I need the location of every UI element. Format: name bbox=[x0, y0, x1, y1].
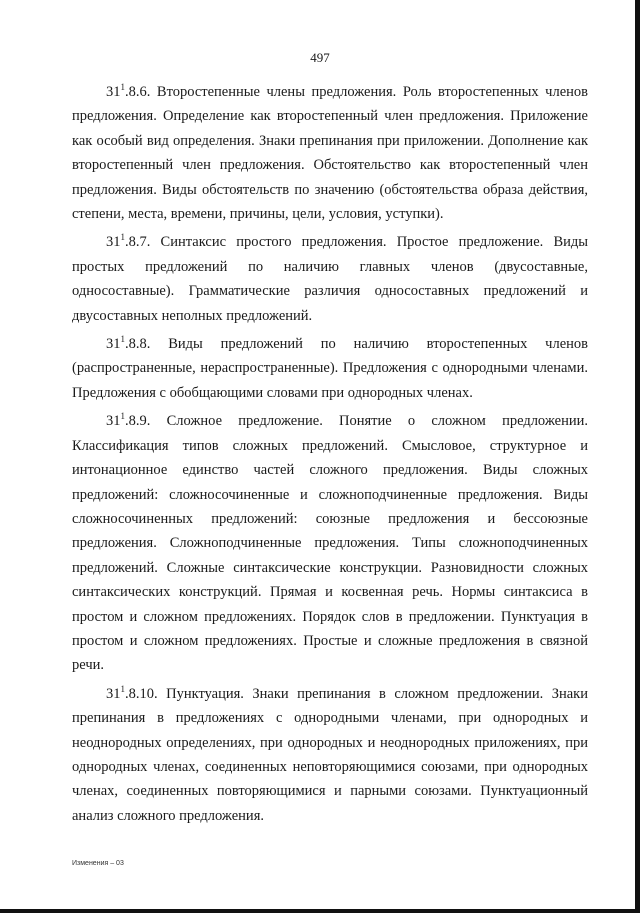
section-number: $31^1.8.9$. bbox=[106, 411, 151, 430]
section-number: $31^1.8.8$. bbox=[106, 334, 151, 353]
paragraph-text: Виды предложений по наличию второстепенных членов (распространенные, нераспространенные). Предложения с однородными членами. Предложения с обобщающими словами при однородных членах. bbox=[72, 336, 588, 401]
section-number: $31^1.8.10$. bbox=[106, 683, 158, 702]
footer-revision: Изменения – 03 bbox=[72, 860, 124, 867]
scan-edge-bottom bbox=[0, 909, 640, 913]
page-number: 497 bbox=[310, 50, 330, 65]
paragraph-31-8-8 bbox=[72, 332, 588, 405]
paragraph-31-8-6 bbox=[72, 80, 588, 226]
paragraph-text: Сложное предложение. Понятие о сложном предложении. Классификация типов сложных предложений. Смысловое, структурное и интонационное единство частей сложного предложения. Виды сложных предложений: сложносочиненные и сложноподчиненные предложения. Виды сложносочиненных предложений: союзные предложения и бессоюзные предложения. Сложноподчиненные предложения. Типы сложноподчиненных предложений. Сложные синтаксические конструкции. Разновидности сложных синтаксических конструкций. Прямая и косвенная речь. Нормы синтаксиса в простом и сложном предложениях. Порядок слов в предложении. Пунктуация в простом и сложном предложениях. Простые и сложные предложения в связной речи. bbox=[72, 413, 588, 674]
section-number: $31^1.8.7$. bbox=[106, 232, 151, 251]
scan-edge-right bbox=[635, 0, 640, 913]
section-number: $31^1.8.6$. bbox=[106, 82, 151, 100]
paragraph-text: Второстепенные члены предложения. Роль второстепенных членов предложения. Определение как второстепенный член предложения. Приложение как особый вид определения. Знаки препинания при приложении. Дополнение как второстепенный член предложения. Обстоятельство как второстепенный член предложения. Виды обстоятельств по значению (обстоятельства образа действия, степени, места, времени, причины, цели, условия, уступки). bbox=[72, 84, 588, 223]
paragraph-text: Пунктуация. Знаки препинания в сложном предложении. Знаки препинания в предложениях с однородными членами, при однородных и неоднородных определениях, при однородных и неоднородных приложениях, при однородных членах, соединенных неповторяющимися союзами, при однородных членах, соединенных повторяющимися и парными союзами. Пунктуационный анализ сложного предложения. bbox=[72, 685, 588, 824]
paragraph-31-8-7 bbox=[72, 230, 588, 328]
paragraph-text: Синтаксис простого предложения. Простое предложение. Виды простых предложений по наличию главных членов (двусоставные, односоставные). Грамматические различия односоставных предложений и двусоставных неполных предложений. bbox=[72, 234, 588, 324]
document-body bbox=[72, 80, 588, 832]
paragraph-31-8-10 bbox=[72, 682, 588, 828]
paragraph-31-8-9 bbox=[72, 409, 588, 677]
